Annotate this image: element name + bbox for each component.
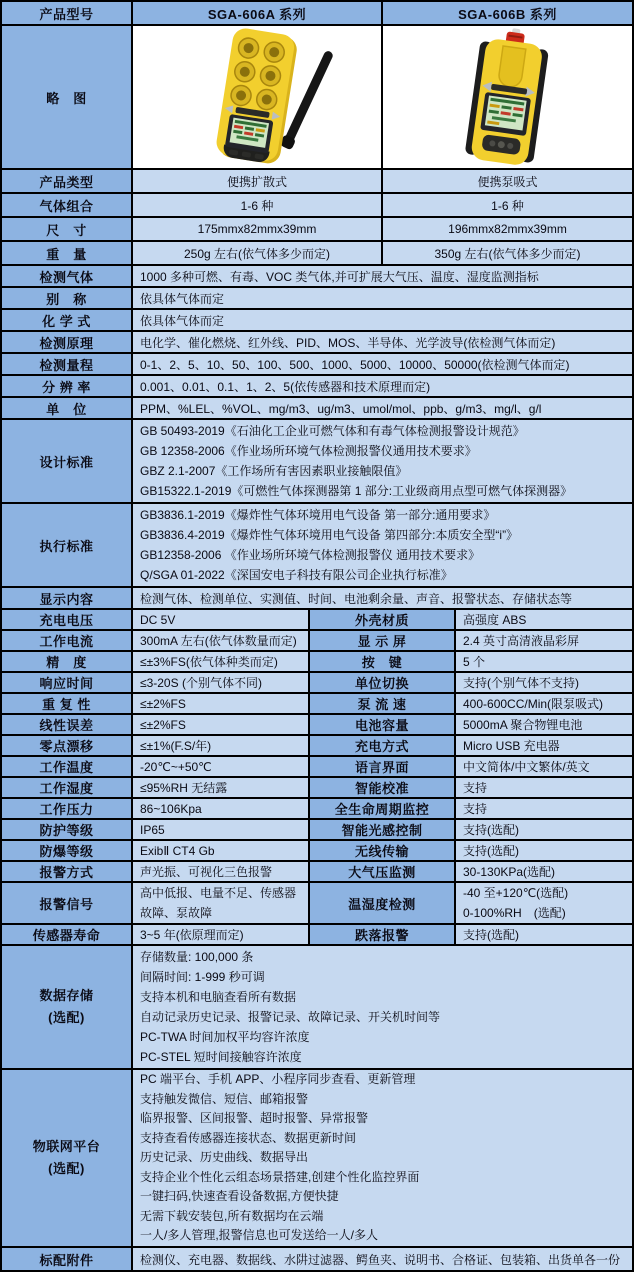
row-value: 86~106Kpa — [133, 799, 310, 818]
row-value: 0.001、0.01、0.1、1、2、5(依传感器和技术原理而定) — [133, 376, 632, 396]
row-value-2: 支持(选配) — [456, 925, 632, 944]
table-row-exec-standard — [2, 504, 632, 588]
table-row-product-type — [2, 170, 632, 194]
row-label: 工作压力 — [2, 799, 133, 818]
row-label-2: 单位切换 — [310, 673, 456, 692]
row-label-2: 按 键 — [310, 652, 456, 671]
table-header-row — [2, 2, 632, 26]
row-label: 产品类型 — [2, 170, 133, 192]
standard-line: GB3836.4-2019《爆炸性气体环境用电气设备 第四部分:本质安全型“i”》 — [140, 528, 519, 542]
row-label: 显示内容 — [2, 588, 133, 608]
row-value-2: 5000mA 聚合物锂电池 — [456, 715, 632, 734]
row-value: 300mA 左右(依气体数量而定) — [133, 631, 310, 650]
row-label-2: 全生命周期监控 — [310, 799, 456, 818]
row-label: 响应时间 — [2, 673, 133, 692]
row-label: 化 学 式 — [2, 310, 133, 330]
table-row-zero-drift — [2, 736, 632, 757]
row-value: 依具体气体而定 — [133, 288, 632, 308]
row-label: 检测原理 — [2, 332, 133, 352]
table-row-display-content — [2, 588, 632, 610]
row-value: 检测仪、充电器、数据线、水阱过滤器、鳄鱼夹、说明书、合格证、包装箱、出货单各一份 — [133, 1248, 632, 1270]
device-b-image — [383, 26, 632, 168]
row-value-2: 30-130KPa(选配) — [456, 862, 632, 881]
value-series-a: 便携扩散式 — [133, 170, 383, 192]
feature-line: 一人/多人管理,报警信息也可发送给一人/多人 — [140, 1228, 379, 1243]
label-line: 数据存储 — [39, 988, 94, 1003]
row-value: ≤±2%FS — [133, 694, 310, 713]
sketch-label: 略 图 — [2, 26, 133, 168]
feature-line: 存储数量: 100,000 条 — [140, 950, 254, 964]
table-row-alarm-mode — [2, 862, 632, 883]
header-series-b-title: SGA-606B 系列 — [383, 2, 632, 24]
row-label-2: 外壳材质 — [310, 610, 456, 629]
row-label: 精 度 — [2, 652, 133, 671]
standard-line: GB12358-2006 《作业场所环境气体检测报警仪 通用技术要求》 — [140, 548, 481, 562]
exec-standard-lines — [133, 504, 632, 586]
feature-line: 一键扫码,快速查看设备数据,方便快捷 — [140, 1189, 339, 1204]
value-series-b: 便携泵吸式 — [383, 170, 632, 192]
row-value-2: 支持(选配) — [456, 820, 632, 839]
row-label — [2, 1070, 133, 1246]
row-label: 传感器寿命 — [2, 925, 133, 944]
row-value: 3~5 年(依原理而定) — [133, 925, 310, 944]
value-series-b: 1-6 种 — [383, 194, 632, 216]
row-label-2: 温湿度检测 — [310, 883, 456, 923]
standard-line: GB 12358-2006《作业场所环境气体检测报警仪通用技术要求》 — [140, 444, 477, 458]
row-value: 声光振、可视化三色报警 — [133, 862, 310, 881]
row-value: PPM、%LEL、%VOL、mg/m3、ug/m3、umol/mol、ppb、g/m3、mg/l、g/l — [133, 398, 632, 418]
table-row-accuracy — [2, 652, 632, 673]
feature-line: 支持企业个性化云组态场景搭建,创建个性化监控界面 — [140, 1169, 420, 1184]
row-value: ExibⅡ CT4 Gb — [133, 841, 310, 860]
row-label: 零点漂移 — [2, 736, 133, 755]
table-row-work-humidity — [2, 778, 632, 799]
row-value-2: 2.4 英寸高清液晶彩屏 — [456, 631, 632, 650]
row-label: 设计标准 — [2, 420, 133, 502]
value-line: 故障、泵故障 — [140, 906, 213, 920]
row-label-2: 跌落报警 — [310, 925, 456, 944]
standard-line: Q/SGA 01-2022《深国安电子科技有限公司企业执行标准》 — [140, 568, 453, 582]
label-line: (选配) — [48, 1161, 85, 1176]
table-row-sensor-life — [2, 925, 632, 946]
row-value-2: 支持(选配) — [456, 841, 632, 860]
row-label: 工作电流 — [2, 631, 133, 650]
row-label: 气体组合 — [2, 194, 133, 216]
table-row-protection-grade — [2, 820, 632, 841]
row-label: 分 辨 率 — [2, 376, 133, 396]
row-value: DC 5V — [133, 610, 310, 629]
row-label: 报警信号 — [2, 883, 133, 923]
device-a-image — [133, 26, 383, 168]
gas-detector-a-illustration — [135, 27, 379, 167]
value-series-a: 250g 左右(依气体多少而定) — [133, 242, 383, 264]
row-label-2: 大气压监测 — [310, 862, 456, 881]
row-value: ≤±3%FS(依气体种类而定) — [133, 652, 310, 671]
row-value: 依具体气体而定 — [133, 310, 632, 330]
table-row-work-temp — [2, 757, 632, 778]
row-label-2: 智能校准 — [310, 778, 456, 797]
row-label: 检测量程 — [2, 354, 133, 374]
table-row-work-pressure — [2, 799, 632, 820]
temp-humidity-value — [456, 883, 632, 923]
row-label: 检测气体 — [2, 266, 133, 286]
table-row-alarm-signal — [2, 883, 632, 925]
standard-line: GBZ 2.1-2007《工作场所有害因素职业接触限值》 — [140, 464, 408, 478]
row-label: 重 量 — [2, 242, 133, 264]
iot-platform-lines — [133, 1070, 632, 1246]
header-series-a-title: SGA-606A 系列 — [133, 2, 383, 24]
row-label-2: 智能光感控制 — [310, 820, 456, 839]
row-value: 检测气体、检测单位、实测值、时间、电池剩余量、声音、报警状态、存储状态等 — [133, 588, 632, 608]
table-row-repeatability — [2, 694, 632, 715]
alarm-signal-value — [133, 883, 310, 923]
row-value: ≤3-20S (个别气体不同) — [133, 673, 310, 692]
value-line: -40 至+120℃(选配) — [463, 886, 569, 900]
value-series-a: 175mmx82mmx39mm — [133, 218, 383, 240]
feature-line: 支持本机和电脑查看所有数据 — [140, 990, 297, 1004]
row-label: 线性误差 — [2, 715, 133, 734]
row-label-2: 电池容量 — [310, 715, 456, 734]
feature-line: PC 端平台、手机 APP、小程序同步查看、更新管理 — [140, 1072, 416, 1087]
data-storage-lines — [133, 946, 632, 1068]
row-label: 报警方式 — [2, 862, 133, 881]
row-value-2: 支持 — [456, 799, 632, 818]
table-row-design-standard — [2, 420, 632, 504]
table-row-resolution — [2, 376, 632, 398]
table-row-dimensions — [2, 218, 632, 242]
row-value: 电化学、催化燃烧、红外线、PID、MOS、半导体、光学波导(依检测气体而定) — [133, 332, 632, 352]
row-value: ≤±1%(F.S/年) — [133, 736, 310, 755]
header-model-label: 产品型号 — [2, 2, 133, 24]
value-line: 0-100%RH (选配) — [463, 906, 566, 920]
design-standard-lines — [133, 420, 632, 502]
feature-line: 支持触发微信、短信、邮箱报警 — [140, 1091, 309, 1106]
table-row-detect-principle — [2, 332, 632, 354]
row-value-2: 支持 — [456, 778, 632, 797]
row-value-2: 高强度 ABS — [456, 610, 632, 629]
row-value-2: 中文简体/中文繁体/英文 — [456, 757, 632, 776]
table-row-response-time — [2, 673, 632, 694]
feature-line: PC-TWA 时间加权平均容许浓度 — [140, 1030, 310, 1044]
value-series-b: 196mmx82mmx39mm — [383, 218, 632, 240]
table-row-work-current — [2, 631, 632, 652]
value-series-a: 1-6 种 — [133, 194, 383, 216]
row-label-2: 泵 流 速 — [310, 694, 456, 713]
table-row-alias — [2, 288, 632, 310]
row-value-2: Micro USB 充电器 — [456, 736, 632, 755]
row-value-2: 5 个 — [456, 652, 632, 671]
row-label-2: 充电方式 — [310, 736, 456, 755]
feature-line: 临界报警、区间报警、超时报警、异常报警 — [140, 1111, 369, 1126]
table-row-accessories — [2, 1248, 632, 1270]
feature-line: 间隔时间: 1-999 秒可调 — [140, 970, 265, 984]
row-label: 执行标准 — [2, 504, 133, 586]
row-label: 尺 寸 — [2, 218, 133, 240]
feature-line: 自动记录历史记录、报警记录、故障记录、开关机时间等 — [140, 1010, 441, 1024]
standard-line: GB15322.1-2019《可燃性气体探测器第 1 部分:工业级商用点型可燃气体探测器》 — [140, 484, 573, 498]
row-label-2: 语言界面 — [310, 757, 456, 776]
feature-line: 无需下载安装包,所有数据均在云端 — [140, 1208, 324, 1223]
table-row-linearity — [2, 715, 632, 736]
row-label: 单 位 — [2, 398, 133, 418]
table-row-data-storage — [2, 946, 632, 1070]
table-row-weight — [2, 242, 632, 266]
feature-line: 支持查看传感器连接状态、数据更新时间 — [140, 1130, 357, 1145]
row-label-2: 无线传输 — [310, 841, 456, 860]
gas-detector-b-illustration — [384, 27, 631, 167]
row-label: 工作温度 — [2, 757, 133, 776]
row-label: 重 复 性 — [2, 694, 133, 713]
table-row-iot-platform — [2, 1070, 632, 1248]
value-line: 高中低报、电量不足、传感器 — [140, 886, 297, 900]
table-row-charge-voltage — [2, 610, 632, 631]
standard-line: GB3836.1-2019《爆炸性气体环境用电气设备 第一部分:通用要求》 — [140, 508, 496, 522]
table-row-range — [2, 354, 632, 376]
table-row-units — [2, 398, 632, 420]
row-label: 防护等级 — [2, 820, 133, 839]
row-value: 1000 多种可燃、有毒、VOC 类气体,并可扩展大气压、温度、湿度监测指标 — [133, 266, 632, 286]
row-label: 充电电压 — [2, 610, 133, 629]
value-series-b: 350g 左右(依气体多少而定) — [383, 242, 632, 264]
table-row-explosion-proof — [2, 841, 632, 862]
label-line: 物联网平台 — [32, 1139, 101, 1154]
row-label: 别 称 — [2, 288, 133, 308]
row-label-2: 显 示 屏 — [310, 631, 456, 650]
row-value: 0-1、2、5、10、50、100、500、1000、5000、10000、50000(依检测气体而定) — [133, 354, 632, 374]
label-line: (选配) — [48, 1010, 85, 1025]
table-row-chemical-formula — [2, 310, 632, 332]
row-value: IP65 — [133, 820, 310, 839]
row-value-2: 400-600CC/Min(限泵吸式) — [456, 694, 632, 713]
row-label: 工作湿度 — [2, 778, 133, 797]
feature-line: 历史记录、历史曲线、数据导出 — [140, 1150, 309, 1165]
row-value: ≤95%RH 无结露 — [133, 778, 310, 797]
standard-line: GB 50493-2019《石油化工企业可燃气体和有毒气体检测报警设计规范》 — [140, 424, 525, 438]
table-row-detect-gas — [2, 266, 632, 288]
table-row-gas-combo — [2, 194, 632, 218]
sketch-row — [2, 26, 632, 170]
row-label: 防爆等级 — [2, 841, 133, 860]
row-value: ≤±2%FS — [133, 715, 310, 734]
row-value: -20℃~+50℃ — [133, 757, 310, 776]
feature-line: PC-STEL 短时间接触容许浓度 — [140, 1050, 302, 1064]
row-label — [2, 946, 133, 1068]
row-label: 标配附件 — [2, 1248, 133, 1270]
row-value-2: 支持(个别气体不支持) — [456, 673, 632, 692]
